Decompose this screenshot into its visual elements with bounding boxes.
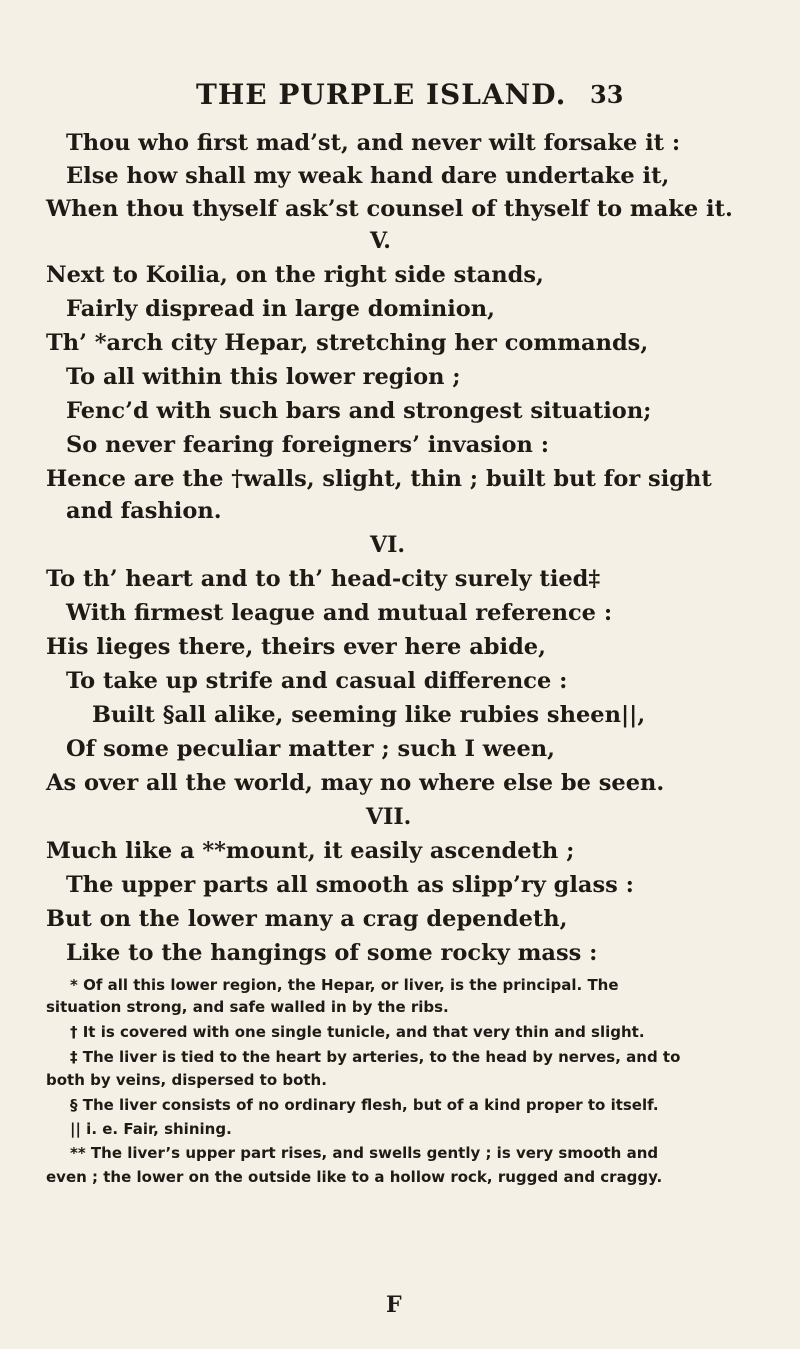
poem-line: Like to the hangings of some rocky mass : <box>66 940 598 966</box>
footnote: ** The liver’s upper part rises, and swells gently ; is very smooth and <box>70 1144 659 1162</box>
poem-line: Fenc’d with such bars and strongest situation; <box>66 398 652 424</box>
stanza-number: VI. <box>370 532 406 558</box>
poem-line: and fashion. <box>66 498 222 524</box>
stanza-number: VII. <box>366 804 412 830</box>
footnote: situation strong, and safe walled in by the ribs. <box>46 998 449 1016</box>
poem-line: His lieges there, theirs ever here abide, <box>46 634 546 660</box>
signature-mark: F <box>386 1292 402 1318</box>
footnote: † It is covered with one single tunicle, and that very thin and slight. <box>70 1023 645 1041</box>
poem-line: Of some peculiar matter ; such I ween, <box>66 736 555 762</box>
poem-line: Fairly dispread in large dominion, <box>66 296 495 322</box>
poem-line: So never fearing foreigners’ invasion : <box>66 432 550 458</box>
poem-line: With firmest league and mutual reference : <box>66 600 613 626</box>
poem-line: Th’ *arch city Hepar, stretching her commands, <box>46 330 649 356</box>
footnote: ‡ The liver is tied to the heart by arteries, to the head by nerves, and to <box>70 1048 681 1066</box>
poem-line: But on the lower many a crag dependeth, <box>46 906 568 932</box>
footnote: || i. e. Fair, shining. <box>70 1120 232 1138</box>
footnote: even ; the lower on the outside like to a hollow rock, rugged and craggy. <box>46 1168 663 1186</box>
poem-line: To take up strife and casual difference : <box>66 668 568 694</box>
running-head <box>0 78 800 118</box>
poem-line: As over all the world, may no where else be seen. <box>46 770 665 796</box>
poem-line: Else how shall my weak hand dare undertake it, <box>66 163 670 189</box>
poem-line: To all within this lower region ; <box>66 364 461 390</box>
footnote: * Of all this lower region, the Hepar, or liver, is the principal. The <box>70 976 619 994</box>
poem-line: Hence are the †walls, slight, thin ; built but for sight <box>46 466 712 492</box>
poem-line: Thou who first mad’st, and never wilt forsake it : <box>66 130 681 156</box>
poem-line: To th’ heart and to th’ head-city surely tied‡ <box>46 566 601 592</box>
running-title: THE PURPLE ISLAND. <box>196 78 567 111</box>
poem-line: When thou thyself ask’st counsel of thyself to make it. <box>46 196 733 222</box>
poem-line: The upper parts all smooth as slipp’ry glass : <box>66 872 634 898</box>
poem-line: Built §all alike, seeming like rubies sheen||, <box>92 702 646 728</box>
page-number: 33 <box>590 80 624 109</box>
poem-line: Next to Koilia, on the right side stands, <box>46 262 544 288</box>
footnote: § The liver consists of no ordinary flesh, but of a kind proper to itself. <box>70 1096 659 1114</box>
footnote: both by veins, dispersed to both. <box>46 1071 327 1089</box>
poem-line: Much like a **mount, it easily ascendeth ; <box>46 838 575 864</box>
stanza-number: V. <box>370 228 391 254</box>
